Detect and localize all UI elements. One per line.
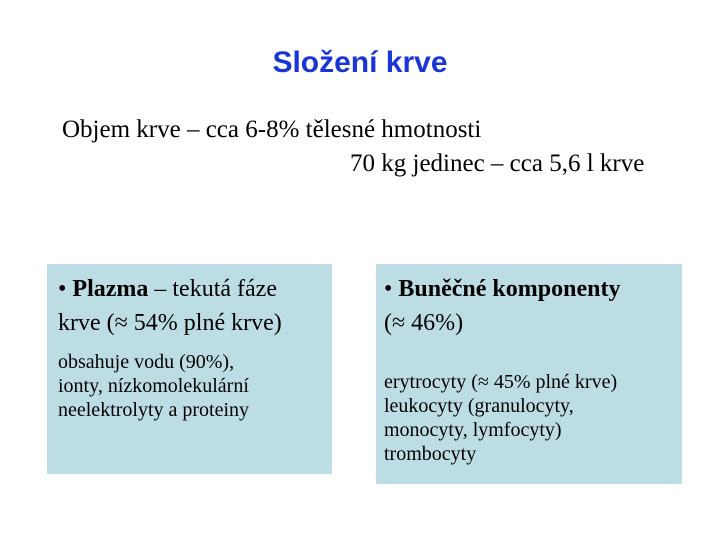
plasma-heading-line2: krve (≈ 54% plné krve): [58, 310, 282, 336]
bullet: •: [58, 276, 67, 302]
plasma-box: [47, 264, 332, 474]
cellular-term: Buněčné komponenty: [398, 276, 621, 302]
plasma-heading-rest: – tekutá fáze: [148, 276, 277, 302]
cellular-components-box: [376, 264, 682, 484]
cellular-desc-line: monocyty, lymfocyty): [384, 419, 562, 441]
plasma-term: Plazma: [72, 276, 149, 302]
slide-title: Složení krve: [272, 46, 448, 79]
cellular-heading-line2: (≈ 46%): [384, 310, 464, 336]
cellular-desc-line: erytrocyty (≈ 45% plné krve): [384, 371, 618, 393]
plasma-desc-line: obsahuje vodu (90%),: [58, 351, 235, 373]
bullet: •: [384, 276, 393, 302]
blood-volume-text: Objem krve – cca 6-8% tělesné hmotnosti: [62, 116, 482, 143]
cellular-heading: [384, 272, 674, 340]
plasma-desc-line: neelektrolyty a proteiny: [58, 399, 250, 421]
plasma-desc-line: ionty, nízkomolekulární: [58, 375, 249, 397]
cellular-desc-line: leukocyty (granulocyty,: [384, 395, 574, 417]
cellular-description: [384, 370, 674, 466]
plasma-description: [58, 350, 324, 422]
cellular-desc-line: trombocyty: [384, 443, 477, 465]
plasma-heading: [58, 272, 324, 340]
blood-volume-example: 70 kg jedinec – cca 5,6 l krve: [350, 150, 645, 177]
